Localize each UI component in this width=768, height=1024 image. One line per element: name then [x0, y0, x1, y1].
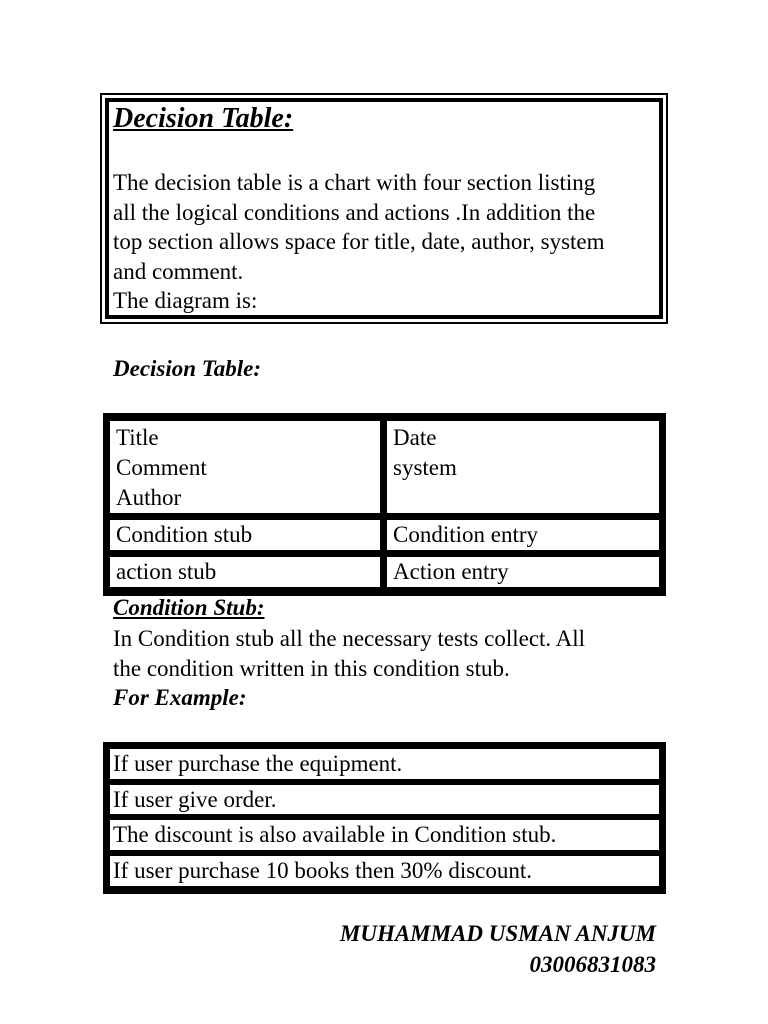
decision-table-heading: Decision Table:	[113, 356, 261, 381]
example-row: If user purchase the equipment.	[109, 748, 660, 780]
cell-line: Comment	[116, 455, 207, 480]
example-row: The discount is also available in Condition stub.	[109, 819, 660, 851]
example-row: If user give order.	[109, 784, 660, 815]
cell-line: system	[393, 455, 457, 480]
cell-condition-entry: Condition entry	[386, 519, 660, 551]
intro-line: all the logical conditions and actions .In addition the	[113, 199, 596, 225]
cell-action-stub: action stub	[109, 556, 381, 588]
cell-condition-stub: Condition stub	[109, 519, 381, 551]
intro-title: Decision Table:	[113, 103, 294, 134]
cell-action-entry: Action entry	[386, 556, 660, 588]
cell-title-comment-author	[109, 420, 381, 514]
cell-line: Author	[116, 485, 182, 510]
decision-table	[103, 413, 666, 596]
author-signature	[340, 918, 656, 980]
cell-line: Date	[393, 425, 437, 450]
example-row: If user purchase 10 books then 30% discount.	[109, 855, 660, 887]
intro-line: The diagram is:	[113, 288, 258, 313]
condition-stub-title: Condition Stub:	[113, 595, 265, 620]
example-label: For Example:	[113, 685, 247, 710]
condition-stub-paragraph	[113, 624, 585, 684]
cell-date-system	[386, 420, 660, 514]
intro-line: top section allows space for title, date, author, system	[113, 229, 605, 254]
intro-text	[113, 168, 658, 316]
paragraph-line: In Condition stub all the necessary tests collect. All	[113, 626, 586, 651]
intro-line: and comment.	[113, 258, 244, 284]
intro-line: The decision table is a chart with four section listing	[113, 170, 596, 195]
author-phone: 03006831083	[529, 952, 656, 977]
author-name: MUHAMMAD USMAN ANJUM	[339, 921, 656, 946]
paragraph-line: the condition written in this condition stub.	[113, 656, 510, 681]
cell-line: Title	[116, 425, 159, 450]
example-table	[103, 742, 666, 894]
